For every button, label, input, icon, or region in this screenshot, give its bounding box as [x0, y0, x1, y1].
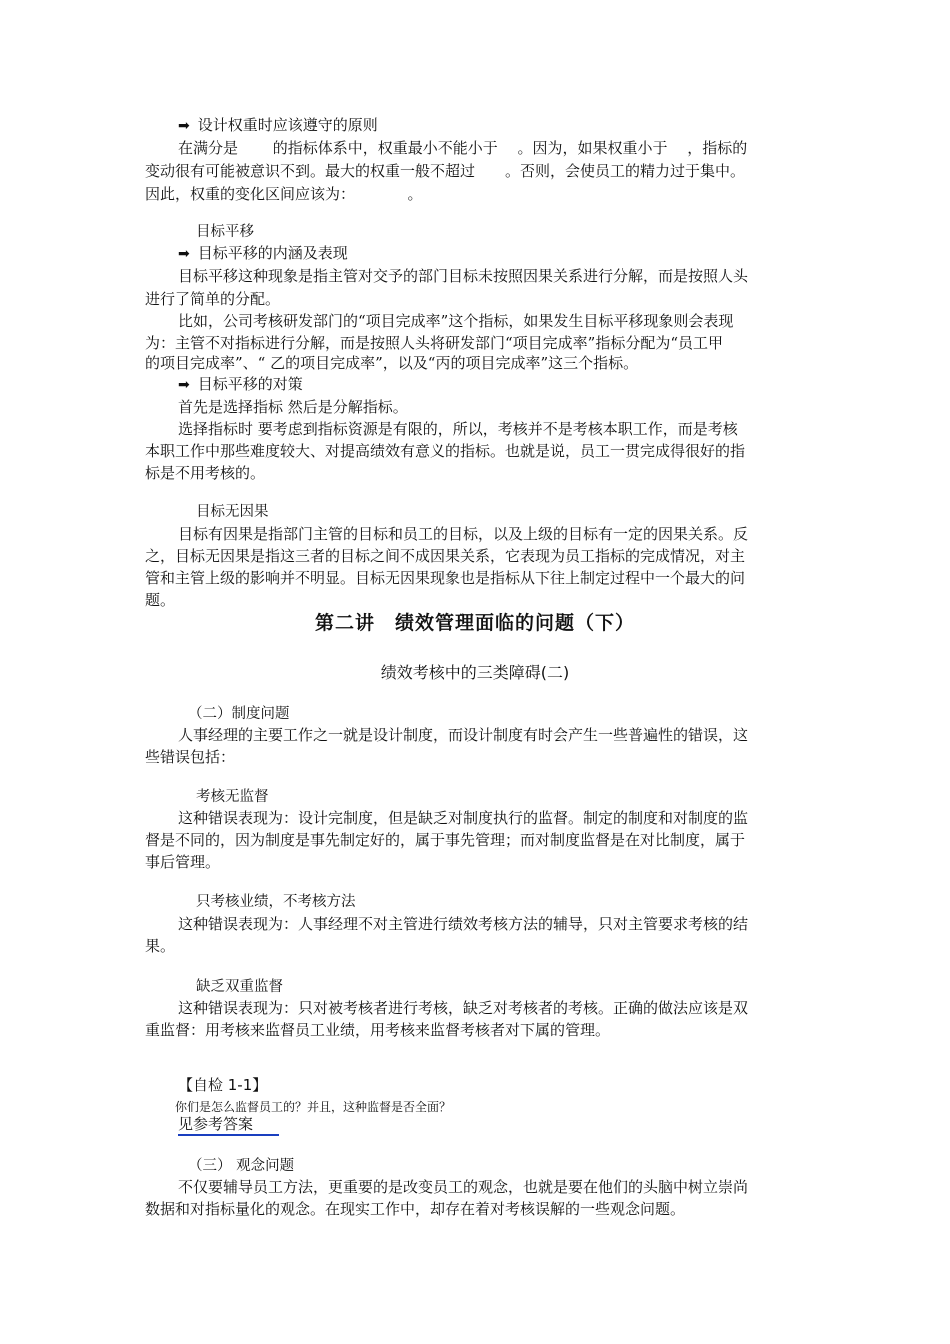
- paragraph-line: 这种错误表现为：人事经理不对主管进行绩效考核方法的辅导，只对主管要求考核的结: [178, 915, 749, 933]
- paragraph-line: 进行了简单的分配。: [145, 290, 281, 308]
- paragraph-line: 些错误包括：: [145, 748, 236, 766]
- subsection-heading: （二）制度问题: [188, 706, 290, 722]
- section-heading: 缺乏双重监督: [196, 979, 283, 995]
- paragraph-line: 目标有因果是指部门主管的目标和员工的目标，以及上级的目标有一定的因果关系。反: [178, 525, 749, 543]
- bullet-text: 设计权重时应该遵守的原则: [197, 116, 378, 134]
- paragraph-line: 重监督：用考核来监督员工业绩，用考核来监督考核者对下属的管理。: [145, 1021, 611, 1039]
- paragraph-line: 这种错误表现为：只对被考核者进行考核，缺乏对考核者的考核。正确的做法应该是双: [178, 999, 749, 1017]
- paragraph-line: 管和主管上级的影响并不明显。目标无因果现象也是指标从下往上制定过程中一个最大的问: [145, 569, 746, 587]
- paragraph-line: 数据和对指标量化的观念。在现实工作中，却存在着对考核误解的一些观念问题。: [145, 1200, 686, 1218]
- section-heading: 只考核业绩，不考核方法: [196, 894, 356, 910]
- paragraph-line: 督是不同的，因为制度是事先制定好的，属于事先管理；而对制度监督是在对比制度，属于: [145, 831, 746, 849]
- paragraph-line: 在满分是 的指标体系中，权重最小不能小于 。因为，如果权重小于 ，指标的: [178, 139, 748, 157]
- paragraph-line: 这种错误表现为：设计完制度，但是缺乏对制度执行的监督。制定的制度和对制度的监: [178, 809, 749, 827]
- paragraph-line: 为：主管不对指标进行分解，而是按照人头将研发部门“项目完成率”指标分配为“员工甲: [145, 334, 724, 352]
- bullet-item: [178, 115, 378, 136]
- right-arrow-icon: ➡: [178, 377, 190, 393]
- paragraph-line: 因此，权重的变化区间应该为： 。: [145, 185, 423, 203]
- paragraph-line: 不仅要辅导员工方法，更重要的是改变员工的观念，也就是要在他们的头脑中树立崇尚: [178, 1178, 749, 1196]
- paragraph-line: 的项目完成率”、“ 乙的项目完成率”，以及“丙的项目完成率”这三个指标。: [145, 354, 639, 372]
- section-heading: 目标平移: [196, 224, 254, 240]
- bullet-item: [178, 243, 348, 264]
- paragraph-line: 之，目标无因果是指这三者的目标之间不成因果关系，它表现为员工指标的完成情况，对主: [145, 547, 746, 565]
- right-arrow-icon: ➡: [178, 118, 190, 134]
- subsection-heading: （三） 观念问题: [188, 1158, 295, 1174]
- paragraph-line: 果。: [145, 937, 176, 955]
- paragraph-line: 目标平移这种现象是指主管对交予的部门目标未按照因果关系进行分解，而是按照人头: [178, 267, 749, 285]
- right-arrow-icon: ➡: [178, 246, 190, 262]
- paragraph-line: 本职工作中那些难度较大、对提高绩效有意义的指标。也就是说，员工一贯完成得很好的指: [145, 442, 746, 460]
- lecture-title: 第二讲 绩效管理面临的问题（下）: [314, 612, 635, 634]
- bullet-text: 目标平移的内涵及表现: [197, 244, 348, 262]
- paragraph-line: 事后管理。: [145, 853, 221, 871]
- lecture-subtitle: 绩效考核中的三类障碍(二): [380, 663, 570, 682]
- bullet-item: [178, 374, 303, 395]
- bullet-text: 目标平移的对策: [197, 375, 303, 393]
- self-check-question: 你们是怎么监督员工的？并且，这种监督是否全面？: [175, 1100, 452, 1114]
- section-heading: 考核无监督: [196, 789, 269, 805]
- paragraph-line: 题。: [145, 591, 176, 609]
- paragraph-line: 人事经理的主要工作之一就是设计制度，而设计制度有时会产生一些普遍性的错误，这: [178, 726, 749, 744]
- paragraph-line: 首先是选择指标 然后是分解指标。: [178, 398, 408, 416]
- reference-answer-link[interactable]: 见参考答案: [178, 1114, 279, 1136]
- paragraph-line: 标是不用考核的。: [145, 464, 266, 482]
- self-check-label: 【自检 1-1】: [178, 1076, 268, 1094]
- section-heading: 目标无因果: [196, 504, 269, 520]
- paragraph-line: 变动很有可能被意识不到。最大的权重一般不超过 。否则，会使员工的精力过于集中。: [145, 162, 746, 180]
- paragraph-line: 比如，公司考核研发部门的“项目完成率”这个指标，如果发生目标平移现象则会表现: [178, 312, 734, 330]
- paragraph-line: 选择指标时 要考虑到指标资源是有限的，所以，考核并不是考核本职工作，而是考核: [178, 420, 738, 438]
